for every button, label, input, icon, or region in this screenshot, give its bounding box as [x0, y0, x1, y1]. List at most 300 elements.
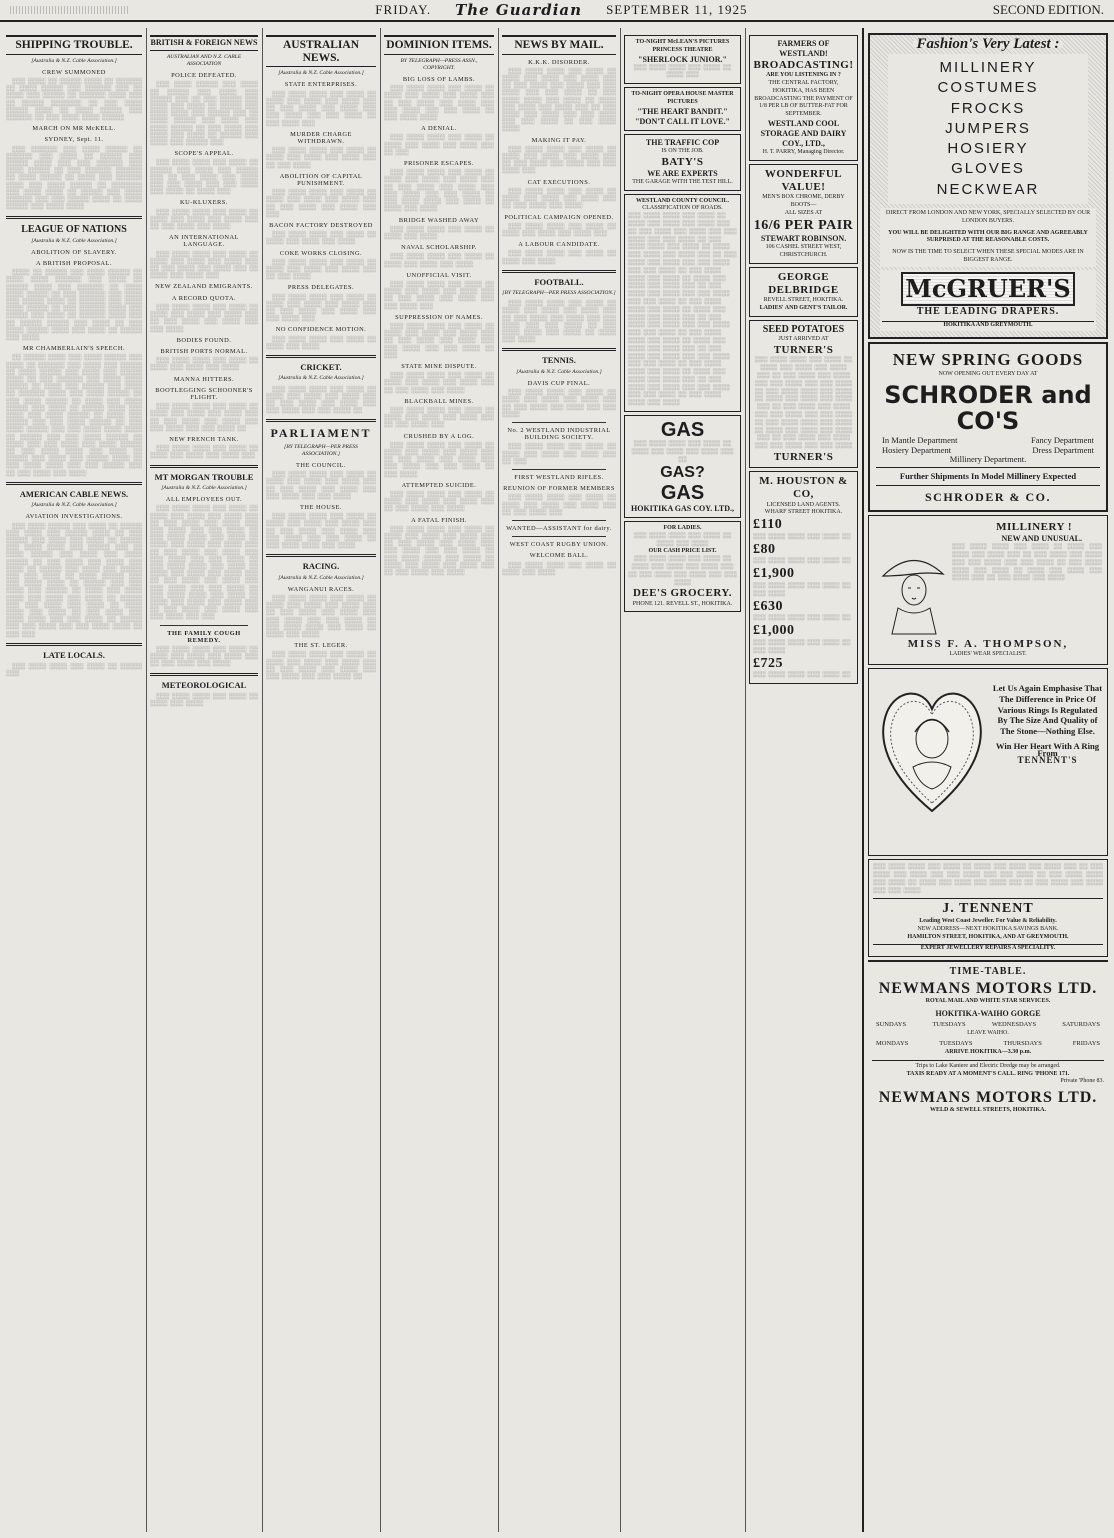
headline-american-cable-news: AMERICAN CABLE NEWS. — [19, 488, 129, 499]
subhead: AVIATION INVESTIGATIONS. — [25, 513, 123, 521]
article-body: ░░░ ░░░░░░ ░░░ ░░░░ ░░░░░ ░░ ░░░░░░ ░░░ ░░░░ ░░ ░░░░░ ░░░ ░░░░░ ░░░░ ░░░ ░░░ ░░░░░░ ░░░ ░░░░ ░░░░░ ░░ ░░░ ░░░░░░ ░░░░░░ ░░ ░░░░ ░░░░░ ░░ ░░░░ ░░░ ░░░░░░ ░░░░ ░░░ ░░░░ ░░░░░ ░░ ░░░░░░░ ░░░ ░░░░ ░░░░ ░░ ░░░░░ ░░░ ░░░░ ░░░░░░ ░░░ ░░░ ░░░░░ ░░░░ ░░ ░░░░ ░░░░░ ░░░ ░░░░ ░░░░ — [6, 145, 142, 211]
article-body: ░░░ ░░░░ ░░░░ ░░░ ░░░░ ░░ ░░░░ ░░░ ░░░░ ░░░ ░░░░ ░░░ ░░ ░░░ ░░░░ ░░░ ░░░░ ░░░ ░░░ ░░░░ ░░░ ░░░ ░░░░ ░░ — [150, 403, 258, 432]
ad-list-item: GLOVES — [951, 160, 1025, 178]
headline-meteorological: METEOROLOGICAL — [161, 679, 247, 690]
ad-title: SCHRODER & CO. — [924, 489, 1051, 504]
subhead: A RECORD QUOTA. — [171, 294, 237, 302]
ad-text: JUST ARRIVED AT — [778, 336, 829, 343]
divider — [160, 625, 248, 626]
article-body: ░░░ ░░░░ ░░░░ ░░░ ░░░░ ░░ ░░░░ ░░░ ░░░░ ░░░ ░░░░ ░░░ ░░ ░░░ ░░░░ ░░░ ░░░░ ░░░ ░░░ ░░░░ ░░░ ░░░ ░░░░ ░░ — [266, 651, 376, 680]
article-body: ░░░ ░░░░ ░░░░ ░░░ ░░░░ ░░ ░░░░ ░░░ ░░░░ ░░░ ░░░░ ░░░ ░░ ░░░ ░░░░ ░░░ ░░░░ ░░░ ░░░ ░░░░ ░░░ ░░░ ░░░░ ░░ ░░░ ░░░░ ░░░░ ░░░ ░░░░ ░░ ░░░░ ░░░ ░░░░ ░░░ ░░░░ ░░░ ░░ ░░░ ░░░░ ░░░ ░░░░ — [384, 525, 494, 577]
subhead: BODIES FOUND. — [176, 336, 232, 344]
subhead: MURDER CHARGE WITHDRAWN. — [290, 130, 352, 145]
ad-list-item: FROCKS — [950, 99, 1026, 117]
article-body: ░░░ ░░░░ ░░░░░ ░░░ ░░░░ ░░ ░░░░░ ░░░ ░░░░ ░░░ ░░░░░ ░░░░ ░░ ░░░ ░░░░░ ░░░ ░░░░ ░░░ ░░░░ ░░ ░░░░░ ░░░ ░░░░ ░░░░ ░░░ ░░░░░ ░░░ ░░ ░░░░ ░░░░░ ░░░ ░░░░ ░░░ ░░░░ ░░░░░ ░░ ░░░ ░░░░ ░░░ ░░░░ ░░░ ░░░░ ░░ ░░░░░ ░░░ ░░░░ ░░░ ░░░░░ ░░░ ░░░ ░░░░ ░░ ░░░░ ░░░░░ ░░░ ░░░ ░░░░ ░░░░ ░░ ░░░░░ ░░░ ░░░ ░░░░ ░░░ ░░░░░ ░░ ░░░░ ░░░ ░░░░ ░░░░ ░░░ ░░░░ ░░░ ░░░░ ░░ ░░░░░ ░░░ ░░░ ░░░░ ░░░ ░░░░ ░░ ░░░░ ░░░░ ░░░ ░░░░ ░░ ░░░ ░░░░ ░░░ ░░░░ ░░░░ ░░░ ░░░ ░░░░ ░░ ░░░░░ ░░░ ░░░ ░░░░ ░░░ ░░░ ░░░░ ░░░░ ░░ ░░░ ░░░ — [6, 522, 142, 638]
column-rule — [380, 28, 381, 1532]
subhead: THE HOUSE. — [300, 503, 342, 511]
subhead: A BRITISH PROPOSAL. — [35, 259, 113, 267]
ad-tennents-rings — [868, 668, 1108, 856]
headline-news-by-mail: NEWS BY MAIL. — [502, 35, 616, 55]
notice-heading: WESTLAND COUNTY COUNCIL. — [636, 197, 729, 204]
article-body: ░░░ ░░░░ ░░░░ ░░░ ░░░░ ░░ ░░░░ ░░░ ░░░░ ░░░ ░░░░ ░░░ ░░ ░░░ ░░░░ ░░░ ░░░░ ░░░ ░░░ ░░░░ ░░░ ░░░ ░░░░ ░░ ░░░ ░░░░ ░░░░ ░░░ ░░░░ ░░ ░░░░ ░░░ ░░░░ ░░░ ░░░░ ░░░ ░░ ░░░ ░░░░ ░░░ ░░░░ ░░░ ░░░ ░░░░ ░░░ ░░░ ░░░░ ░░ ░░░ ░░░░ ░░░░ — [502, 67, 616, 133]
article-body: ░░░ ░░░░ ░░░░ ░░░ ░░░░ ░░ ░░░░ ░░░ ░░░░ — [150, 692, 258, 708]
property-price: £1,000 — [753, 623, 795, 639]
notice-body: ░░░ ░░░░ ░░░░ ░░░ ░░░░ ░░ ░░░░ ░░░ ░░░░ ░░░ ░░░░ ░░░ ░░ ░░░ — [502, 443, 616, 465]
ad-text: THE CENTRAL FACTORY, HOKITIKA, HAS BEEN BROADCASTING THE PAYMENT OF 1/8 PER LB OF BUTTER-FAT FOR SEPTEMBER. — [754, 79, 853, 118]
divider — [6, 643, 142, 646]
article-body: ░░░ ░░░░ ░░ ░░░░░ ░░░░ ░░ ░░░░░░ ░░ ░░░░ ░░░░░ ░░░ ░░░░░░ ░░░ ░░ ░░░░ ░░░ ░░░░░ ░░ ░░░░░░ ░░░░ ░░░ ░░ ░░░░░ ░░░░░░░ ░░ ░░░ ░░░░ ░░░░░ ░░░░ ░░ ░░░░ ░░░░░ ░░░ ░░░░░░ ░░ ░░░ ░░░░ ░░░░ ░░░░░ — [6, 78, 142, 122]
ad-stewart-robinson — [749, 164, 858, 264]
ad-text: ░░░ ░░░░ ░░░░ ░░░ ░░░░ ░░ ░░░░ ░░░ ░░░░ ░░░ ░░░░ ░░░ ░░ ░░░ ░░░░ ░░░ ░░░░ ░░░ ░░░ ░░░░ ░░░ ░░░ ░░░░ ░░ ░░░ ░░░░ ░░░░ ░░░ ░░░░ ░░ ░░░░ ░░░ ░░░░ ░░░ ░░░░ ░░░ ░░ ░░░ ░░░░ ░░░ ░░░░ — [952, 544, 1102, 582]
article-body: ░░░ ░░░░ ░░░░ ░░░ ░░░░ ░░ ░░░░░ ░░░ — [6, 663, 142, 678]
ad-text: TAXIS READY AT A MOMENT'S CALL. RING 'PHONE 171. — [906, 1070, 1070, 1077]
byline: AUSTRALIAN AND N.Z. CABLE ASSOCIATION — [166, 53, 242, 67]
divider — [266, 355, 376, 358]
byline: [Australia & N.Z. Cable Association.] — [516, 368, 602, 375]
property-price: £110 — [753, 517, 783, 533]
dateline: SYDNEY, Sept. 11. — [44, 136, 104, 144]
subhead: BACON FACTORY DESTROYED — [269, 221, 373, 229]
department-label: Millinery Department. — [949, 453, 1027, 464]
subhead: NEW ZEALAND EMIGRANTS. — [155, 283, 253, 291]
subhead: AN INTERNATIONAL LANGUAGE. — [169, 234, 239, 249]
subhead: DAVIS CUP FINAL. — [527, 380, 591, 388]
ad-title: FARMERS OF WESTLAND! — [777, 39, 830, 58]
timetable-day: THURSDAYS — [1003, 1039, 1042, 1047]
subhead: BOOTLEGGING SCHOONER'S FLIGHT. — [155, 386, 253, 401]
divider — [266, 419, 376, 422]
article-body: ░░░ ░░░░ ░░░░ ░░░ ░░░░ ░░ ░░░░ ░░░ ░░░░ ░░░ ░░░░ ░░░ ░░ ░░░ ░░░░ ░░░ ░░░░ — [150, 645, 258, 668]
article-body: ░░░ ░░░░ ░░░░ ░░░ ░░░░ ░░ ░░░░ ░░░ ░░░░ ░░░ ░░░░ ░░░ ░░ ░░░ ░░░░ ░░░ ░░░░ ░░░ ░░░ ░░░░ ░░░ ░░░ ░░░░ ░░ ░░░ ░░░░ ░░░░ ░░░ ░░░░ ░░ ░░░░ ░░░ ░░░░ — [266, 594, 376, 638]
article-body: ░░░ ░░░░ ░░░░ ░░░ ░░░░ ░░ ░░░░░ ░░░ ░░░░ ░░░ ░░░░░ ░░░ ░░ ░░░ ░░░░ ░░░ ░░░░ ░░░ ░░░ ░░░░ ░░░ ░░░ ░░░░ ░░░ ░░░░ ░░ ░░░░ ░░░ — [150, 159, 258, 196]
property-desc: ░░░ ░░░░ ░░░░ ░░░ ░░░░ ░░ — [753, 672, 851, 679]
ad-title: "SHERLOCK JUNIOR." — [638, 54, 727, 64]
subhead: NEW FRENCH TANK. — [169, 435, 239, 443]
subhead: STATE MINE DISPUTE. — [401, 362, 477, 370]
article-body: ░░░ ░░░░ ░░░░ ░░░ ░░░░ ░░ ░░░░ ░░░ ░░░░ ░░░ ░░░░ ░░░ ░░ ░░░ ░░░░ ░░░ ░░░░ ░░░ ░░░ ░░░░ ░░░ — [266, 293, 376, 323]
ad-text: LEAVE WAIHO. — [967, 1030, 1009, 1037]
subhead: POLICE DEFEATED. — [171, 72, 237, 80]
article-body: ░░░ ░░░░ ░░░░ ░░░ ░░░░ ░░ ░░░░ ░░░ ░░░░ ░░░ ░░░░ ░░░ ░░ ░░░ ░░░░ ░░░ ░░░░ ░░░ ░░░ ░░░░ ░░░ ░░░ ░░░░ ░░ ░░░ ░░░░ ░░░░ ░░░ ░░░░ — [266, 513, 376, 549]
ad-text: HOKITIKA AND GREYMOUTH. — [882, 321, 1094, 330]
divider — [150, 673, 258, 676]
article-body: ░░░░ ░░ ░░░░░ ░░░ ░░░░ ░░░░░ ░░ ░░░░ ░░░░ ░░░░░░ ░░░ ░░░░ ░░ ░░░░░ ░░░░ ░░░ ░░░░░░ ░░ ░░░░ ░░░░ ░░░░░ ░░ ░░░ ░░░░░░ ░░░ ░░░░ ░░░ ░░░░░ ░░░░ ░░ ░░░░░░ ░░░ ░░░░ ░░░░ ░░░░░ ░░ ░░░ ░░░░░░ ░░░░ ░░░ ░░░░░ ░░░ ░░░░ ░░ ░░░░░░ ░░░░ ░░░ ░░ ░░░░░ ░░░░░ ░░░ ░░░░ ░░ ░░░ ░░░░ ░░░░░ ░░░░ ░░░ ░░░░ ░░ ░░░░░ ░░░ ░░░░ — [6, 269, 142, 341]
headline-australian-news: AUSTRALIAN NEWS. — [266, 35, 376, 67]
article-body: ░░░ ░░░░ ░░░░ ░░░ ░░░░ ░░ ░░░░ ░░░ ░░░░ ░░░ ░░░░ ░░░ ░░ ░░░ ░░░░ ░░░ ░░░░ ░░░ ░░░ ░░░░ ░░░ ░░░ ░░░░ ░░ ░░░ ░░░░ ░░░░ — [384, 85, 494, 122]
ad-text: ░░░ ░░░░ ░░░░ ░░░ ░░░░ ░░ ░░░░ ░░░ ░░░░ ░░░ ░░░░ ░░░ ░░ ░░░ ░░░░ ░░░ ░░░░ ░░░ ░░░ ░░░░ ░░░ ░░░ ░░░░ ░░ ░░░ ░░░░ ░░░░ ░░░ ░░░░ ░░ ░░░░ ░░░ ░░░░ ░░░ ░░░░ ░░░ ░░ ░░░ ░░░░ ░░░ ░░░░ ░░░ ░░░ ░░░░ — [873, 864, 1103, 894]
headline-tennis: TENNIS. — [542, 355, 576, 366]
ad-title: STEWART ROBINSON. — [760, 234, 847, 244]
ad-title: WONDERFUL VALUE! — [764, 167, 843, 193]
column-rule — [620, 28, 621, 1532]
article-body: ░░░ ░░░░ ░░░░ ░░░ ░░░░ ░░ ░░░░ ░░░ ░░░░ ░░░ ░░░░ ░░░ ░░ ░░░ ░░░░ ░░░ ░░░░ ░░░ ░░ ░░░░ ░░░ ░░░░ ░░░ — [150, 250, 258, 280]
article-body: ░░░ ░░░░ ░░░░ ░░░ ░░░░ ░░ ░░░░ ░░░ ░░░░ ░░░ ░░░░ ░░░ ░░ ░░░ ░░░░ ░░░ ░░░░ ░░░ ░░░ ░░░░ — [502, 389, 616, 418]
ad-text: ░░░ ░░░░ ░░░░ ░░░ ░░░░ ░░ ░░░░ ░░░ ░░░░ ░░░ ░░░░ ░░░ ░░ ░░░ ░░░░ ░░░ ░░░░ ░░░ ░░░ ░░░░ — [628, 556, 737, 586]
ad-text: ARE YOU LISTENING IN ? — [766, 72, 841, 79]
masthead-paper-name: The Guardian — [455, 1, 583, 19]
timetable-day: WEDNESDAYS — [991, 1020, 1037, 1028]
byline: BY TELEGRAPH—PRESS ASSN., COPYRIGHT. — [400, 57, 478, 71]
article-body: ░░░ ░░░░ ░░░░ ░░░ ░░░░ ░░ ░░░░ ░░░ ░░░░ ░░░ ░░░░ ░░░ ░░ ░░░ — [384, 134, 494, 156]
notice-heading: WELCOME BALL. — [529, 552, 589, 560]
byline: [Australia & N.Z. Cable Association.] — [31, 502, 117, 509]
article-body: ░░░ ░░░░ ░░░░ ░░░ ░░░░ ░░ ░░░░ ░░░ ░░░░ ░░░ ░░░░ ░░░ ░░ ░░░ ░░░░ ░░░ ░░░░ ░░░ ░░░ — [266, 189, 376, 218]
ad-list-item: JUMPERS — [945, 119, 1031, 137]
article-body: ░░░ ░░░░ ░░░░ ░░░ ░░░░ ░░ ░░░░ ░░░ ░░░░ ░░░ ░░░░ ░░░ — [150, 445, 258, 460]
article-body: ░░░ ░░░░ ░░░░ ░░░ ░░░░ ░░ ░░░░ ░░░ ░░░░ ░░░ ░░░░ — [150, 357, 258, 372]
column-ads-entertainment — [624, 32, 741, 1532]
article-body: ░░░ ░░░░ ░░░░░ ░░░ ░░░░ ░░ ░░░░░ ░░░ ░░░░ ░░░ ░░░░░ ░░░ ░░ ░░░ ░░░░░ ░░░ ░░░░ ░░░ ░░░░ ░░ ░░░░░ ░░░ ░░░░ ░░░░ ░░░ ░░░░░ ░░░ ░░ ░░░░ ░░░░░ ░░░ ░░░░ ░░░ ░░░░ ░░░░░ ░░ ░░░ ░░░░ ░░░ ░░░░ ░░░ ░░░░ ░░ ░░░░░ ░░░ ░░░░ ░░░ ░░░░░ ░░░ — [150, 81, 258, 147]
timetable-day: MONDAYS — [876, 1039, 909, 1047]
column-rule — [498, 28, 499, 1532]
headline-late-locals: LATE LOCALS. — [43, 649, 105, 660]
column-rule — [745, 28, 746, 1532]
column-display-ads — [868, 30, 1108, 1532]
ad-title: Further Shipments In Model Millinery Expected — [876, 467, 1100, 486]
article-body: ░░░ ░░░░ ░░░░ ░░░ ░░░░ ░░ ░░░░ ░░░ ░░░░ ░░░ ░░░░ ░░░ ░░ ░░░ ░░░░ ░░░ — [384, 406, 494, 429]
ad-schroder — [868, 342, 1108, 512]
ad-batys-garage — [624, 134, 741, 191]
notice-heading: REUNION OF FORMER MEMBERS — [503, 485, 615, 493]
ad-text: NEW ADDRESS—NEXT HOKITIKA SAVINGS BANK. — [917, 925, 1059, 932]
subhead: WANGANUI RACES. — [287, 585, 355, 593]
timetable-day: FRIDAYS — [1072, 1039, 1100, 1047]
ad-list-item: NECKWEAR — [936, 180, 1040, 198]
subhead: CREW SUMMONED — [42, 68, 106, 76]
divider — [512, 422, 606, 423]
ad-text: Trips to Lake Kaniere and Electric Dredge may be arranged. — [872, 1060, 1104, 1071]
notice-heading: FIRST WESTLAND RIFLES. — [514, 474, 604, 482]
ad-title: WESTLAND COOL STORAGE AND DAIRY COY., LTD., — [760, 118, 847, 148]
subhead: THE ST. LEGER. — [294, 642, 348, 650]
article-body: ░░░ ░░░░ ░░░░ ░░░ ░░░░ ░░ ░░░░ ░░░ ░░░░ ░░░ ░░░░ ░░░ ░░ ░░░ ░░░░ ░░░ ░░░░ — [384, 372, 494, 394]
article-body: ░░░ ░░░░ ░░░░ ░░░ ░░░░ ░░ ░░░░ ░░░ ░░░░ ░░░ ░░░░ ░░░ ░░ ░░░ ░░░░ ░░░ ░░░░ ░░░ ░░░ ░░░░ ░░░ ░░░ ░░░░ ░░ ░░░ ░░░░ ░░░░ ░░░ ░░░░ ░░ ░░░░ ░░░ ░░░░ ░░░ ░░░░ ░░░ ░░ ░░░ ░░░░ ░░░ ░░░░ ░░░ ░░░ ░░░░ ░░░ ░░░ ░░░░ ░░ ░░░ ░░░░ ░░░░ ░░░ ░░░░ ░░ ░░░░ ░░░ ░░░░ ░░░ ░░░░ ░░░ ░░ ░░░ ░░░░ ░░░ ░░░░ ░░░ ░░░ ░░░░ ░░░ ░░░ ░░░░ ░░ ░░░ ░░░░ ░░░░ ░░░ ░░░░ ░░ ░░░░ ░░░ ░░░░ ░░░ ░░░░ ░░░ ░░ ░░░ ░░░░ ░░░ ░░░░ ░░░ ░░░ ░░░░ ░░░ ░░░ — [150, 505, 258, 621]
subhead: THE FAMILY COUGH REMEDY. — [167, 629, 241, 644]
subhead: ATTEMPTED SUICIDE. — [401, 481, 477, 489]
notice-body: ░░░ ░░░░ ░░░░ ░░░ ░░░░ ░░ ░░░░ ░░░ ░░░░ — [502, 561, 616, 576]
masthead — [0, 0, 1114, 22]
timetable-day: TUESDAYS — [939, 1039, 973, 1047]
byline: [Australia & N.Z. Cable Association.] — [161, 484, 247, 491]
ad-title: SEED POTATOES — [762, 323, 845, 335]
ad-slogan: Let Us Again Emphasise That The Difference in Price Of Various Rings Is Regulated By The Size And Quality of The Stone—Nothing Else. — [992, 683, 1103, 737]
subhead: KU-KLUXERS. — [180, 199, 228, 207]
ad-title: SCHRODER and CO'S — [884, 380, 1092, 435]
ad-text: ░░░ ░░░░ ░░░░ ░░░ ░░░░ ░░ ░░░░ ░░░ ░░░░ — [633, 532, 732, 547]
store-logo: McGRUER'S — [901, 272, 1074, 306]
subhead: MANNA HITTERS. — [173, 375, 235, 383]
ad-text: HAMILTON STREET, HOKITIKA, AND AT GREYMOUTH. — [907, 933, 1069, 940]
property-price: £1,900 — [753, 566, 795, 582]
divider — [266, 554, 376, 557]
department-label: In Mantle Department — [882, 435, 958, 446]
ad-westland-dairy — [749, 35, 858, 161]
ad-text: MEN'S BOX CHROME, DERBY BOOTS— — [762, 194, 845, 208]
subhead: ABOLITION OF SLAVERY. — [31, 248, 117, 256]
headline-racing: RACING. — [302, 561, 340, 572]
column-news-by-mail — [502, 32, 616, 1532]
ad-text: NOW IS THE TIME TO SELECT WHEN THESE SPECIAL MODES ARE IN BIGGEST RANGE. — [880, 247, 1096, 267]
ad-text: WHARF STREET HOKITIKA. — [764, 509, 843, 516]
ad-text: ░░░ ░░░░ ░░░░ ░░░ ░░░░ ░░ ░░░░ ░░░ — [633, 64, 732, 79]
article-body: ░░░ ░░░░ ░░░░ ░░░ ░░░░ ░░ ░░░░ ░░░ ░░░░ ░░░ ░░░░ ░░░ ░░ ░░░ ░░░░ — [266, 258, 376, 281]
article-body: ░░░ ░░░░ ░░░░ ░░░ ░░░░ ░░ ░░░░ ░░░ ░░░░ ░░░ ░░░░ ░░░ ░░ ░░░ ░░░░ ░░░ ░░░░ ░░░ ░░░ ░░░░ ░░░ — [384, 280, 494, 310]
masthead-left-ornament — [10, 6, 130, 14]
timetable-days-row — [876, 1021, 1100, 1028]
ad-title: "THE HEART BANDIT." — [637, 106, 728, 116]
subhead: A FATAL FINISH. — [411, 516, 467, 524]
property-price: £725 — [753, 655, 783, 671]
property-desc: ░░░ ░░░░ ░░░░ ░░░ ░░░░ ░░ — [753, 558, 851, 565]
subhead: PRESS DELEGATES. — [287, 284, 355, 292]
byline: [Australia & N.Z. Cable Association.] — [278, 70, 364, 77]
department-label: Dress Department — [1032, 444, 1094, 455]
ad-title: TENNENT'S — [1017, 755, 1078, 766]
ad-text: ░░░ ░░░░ ░░░░ ░░░ ░░░░ ░░ ░░░░ ░░░ ░░░░ ░░░ ░░░░ ░░░ ░░ ░░░ ░░░░ ░░░ ░░░░ ░░░ ░░░ ░░░░ ░░░ ░░░ ░░░░ ░░ ░░░ ░░░░ ░░░░ ░░░ ░░░░ ░░ ░░░░ ░░░ ░░░░ ░░░ ░░░░ ░░░ ░░ ░░░ ░░░░ ░░░ ░░░░ ░░░ ░░░ ░░░░ ░░░ ░░░ ░░░░ ░░ ░░░ ░░░░ ░░░░ ░░░ ░░░░ ░░ ░░░░ ░░░ ░░░░ ░░░ ░░░░ ░░░ ░░ ░░░ ░░░░ ░░░ ░░░░ ░░░ ░░░ ░░░░ ░░░ ░░░ ░░░░ — [754, 357, 853, 450]
byline: [Australia & N.Z. Cable Association.] — [31, 57, 117, 64]
subhead: BRIDGE WASHED AWAY — [398, 216, 480, 224]
subhead: NAVAL SCHOLARSHIP. — [401, 244, 477, 252]
ad-list-item: COSTUMES — [937, 79, 1039, 97]
byline: [Australia & N.Z. Cable Association.] — [31, 237, 117, 244]
divider — [6, 482, 142, 485]
article-body: ░░░ ░░░░ ░░░░ ░░░ ░░░░ ░░ ░░░░ ░░░ ░░░░ ░░░ ░░░░ ░░░ ░░ ░░░ ░░░░ ░░░ ░░░░ ░░░ ░░░ ░░░░ ░░░ ░░░ ░░░░ ░░ ░░░ ░░░░ — [384, 441, 494, 478]
article-body: ░░░ ░░░░ ░░░░ ░░░ ░░░░ ░░ ░░░░ ░░░ ░░░░ ░░░ ░░░░ ░░░ ░░ ░░░ ░░░░ ░░░ ░░░░ ░░░ ░░░ ░░░░ ░░░ ░░░ ░░░░ ░░ ░░░ — [384, 322, 494, 359]
ad-title: HOKITIKA-WAIHO GORGE — [935, 1008, 1041, 1018]
article-body: ░░░ ░░░░ ░░░░ ░░░ ░░░░ ░░ ░░░░ ░░░ ░░░░ ░░░ ░░░░ ░░░ — [502, 222, 616, 237]
article-body: ░░░ ░░░░ ░░░░ ░░░ ░░░░ ░░ ░░░░ ░░░ ░░░░ ░░░ ░░░░ — [384, 253, 494, 268]
subhead: ALL EMPLOYEES OUT. — [165, 496, 243, 504]
ad-text: LICENSED LAND AGENTS. — [766, 501, 841, 508]
timetable-days-row — [876, 1040, 1100, 1047]
subhead: CAT EXECUTIONS. — [527, 178, 591, 186]
ad-text: YOU WILL BE DELIGHTED WITH OUR BIG RANGE AND AGREEABLY SURPRISED AT THE REASONABLE COSTS. — [880, 228, 1096, 248]
divider — [512, 536, 606, 537]
ad-title: TIME-TABLE. — [949, 966, 1027, 978]
headline-league-of-nations: LEAGUE OF NATIONS — [21, 223, 127, 235]
ad-title: THE TRAFFIC COP — [645, 137, 720, 147]
notice-body: ░░░ ░░░░ ░░░░ ░░░ ░░░░ ░░ ░░░░ ░░░ ░░░░ ░░░ ░░░░ ░░░ ░░ ░░░ ░░░░ ░░░ ░░░░ ░░░ ░░░ ░░░░ ░░░ ░░░ ░░░░ ░░ ░░░ ░░░░ ░░░░ ░░░ ░░░░ ░░ ░░░░ ░░░ ░░░░ ░░░ ░░░░ ░░░ ░░ ░░░ ░░░░ ░░░ ░░░░ ░░░ ░░░ ░░░░ ░░░ ░░░ ░░░░ ░░ ░░░ ░░░░ ░░░░ ░░░ ░░░░ ░░ ░░░░ ░░░ ░░░░ ░░░ ░░░░ ░░░ ░░ ░░░ ░░░░ ░░░ ░░░░ ░░░ ░░░ ░░░░ ░░░ ░░░ ░░░░ ░░ ░░░ ░░░░ ░░░░ ░░░ ░░░░ ░░ ░░░░ ░░░ ░░░░ ░░░ ░░░░ ░░░ ░░ ░░░ ░░░░ ░░░ ░░░░ ░░░ ░░░ ░░░░ ░░░ ░░░ ░░░░ ░░ ░░░ ░░░░ ░░░░ ░░░ ░░░░ ░░ ░░░░ ░░░ ░░░░ ░░░ ░░░░ ░░░ ░░ ░░░ ░░░░ ░░░ ░░░░ ░░░ ░░░ ░░░░ ░░░ ░░░ ░░░░ ░░ ░░░ ░░░░ ░░░░ ░░░ ░░░░ ░░ ░░░░ ░░░ ░░░░ ░░░ ░░░░ ░░░ ░░ ░░░ ░░░░ ░░░ ░░░░ ░░░ ░░░ ░░░░ ░░░ ░░░ ░░░░ ░░ ░░░ ░░░░ ░░░░ ░░░ ░░░░ — [628, 213, 737, 407]
ad-text: EXPERT JEWELLERY REPAIRS A SPECIALITY. — [873, 944, 1103, 953]
ad-item-list — [888, 54, 1088, 204]
property-desc: ░░░ ░░░░ ░░░░ ░░░ ░░░░ ░░ — [753, 533, 851, 540]
ad-text: ARRIVE HOKITIKA—3.30 p.m. — [944, 1049, 1032, 1056]
subhead: SUPPRESSION OF NAMES. — [395, 313, 483, 321]
ad-text: LADIES' WEAR SPECIALIST. — [949, 651, 1027, 658]
ad-title: THE LEADING DRAPERS. — [916, 306, 1060, 318]
subhead: UNOFFICIAL VISIT. — [406, 271, 472, 279]
subhead: MR CHAMBERLAIN'S SPEECH. — [22, 345, 126, 353]
divider — [6, 216, 142, 219]
byline: [Australia & N.Z. Cable Association.] — [278, 375, 364, 382]
ad-houston-land-agents — [749, 471, 858, 684]
subhead: SCOPE'S APPEAL. — [174, 150, 234, 158]
ad-title: GAS — [660, 419, 705, 442]
property-desc: ░░░ ░░░░ ░░░░ ░░░ ░░░░ ░░ ░░░ ░░░░ — [753, 583, 851, 597]
ad-text: TO-NIGHT OPERA HOUSE MASTER PICTURES — [631, 91, 734, 105]
timetable-day: SUNDAYS — [876, 1020, 907, 1028]
headline-football: FOOTBALL. — [534, 276, 584, 287]
ad-opera-house — [624, 87, 741, 131]
article-body: ░░░ ░░░░ ░░░░ ░░░ ░░░░ ░░ ░░░░ ░░░ ░░░░ ░░░ ░░░░ ░░░ ░░ ░░░ ░░░░ ░░░ ░░░░ ░░░ ░░░ ░░░░ ░░░ ░░░ ░░░░ ░░ — [266, 385, 376, 415]
ad-title: TURNER'S — [773, 450, 834, 463]
ad-newmans-motors — [868, 960, 1108, 1119]
ad-title: NEWMANS MOTORS LTD. — [878, 979, 1098, 997]
byline: [BY TELEGRAPH—PER PRESS ASSOCIATION.] — [284, 443, 358, 457]
ad-text: WELD & SEWELL STREETS, HOKITIKA. — [929, 1107, 1047, 1114]
ad-mcgruers — [868, 33, 1108, 339]
ad-list-item: HOSIERY — [947, 140, 1029, 158]
ad-text: ░░░ ░░░░ ░░░░ ░░░ ░░░░ ░░ ░░░░ ░░░ ░░░░ ░░░ ░░░░ ░░░ ░░ — [631, 441, 734, 463]
subhead: THE COUNCIL. — [295, 461, 347, 469]
property-desc: ░░░ ░░░░ ░░░░ ░░░ ░░░░ ░░ — [753, 615, 851, 622]
timetable-day: SATURDAYS — [1062, 1020, 1100, 1028]
ad-title: GEORGE DELBRIDGE — [768, 270, 839, 297]
ad-title: WE ARE EXPERTS — [647, 168, 718, 178]
subhead: NO CONFIDENCE MOTION. — [275, 326, 367, 334]
ad-text: H. T. PARRY, Managing Director. — [762, 148, 845, 155]
column-ads-local — [749, 32, 858, 1532]
byline: [Australia & N.Z. Cable Association.] — [278, 574, 364, 581]
headline-cricket: CRICKET. — [300, 361, 342, 372]
ad-title: M. HOUSTON & CO, — [759, 475, 848, 501]
department-label: Fancy Department — [1030, 435, 1094, 446]
heart-illustration — [875, 677, 990, 817]
article-body: ░░░ ░░░░ ░░░░ ░░░ ░░░░ ░░ ░░░░ ░░░ ░░░░ ░░░ ░░░░ ░░░ ░░ ░░░ ░░░░ ░░░ ░░░░ ░░░ ░░░ ░░░░ ░░░ ░░░ ░░░░ ░░ ░░░ ░░░░ ░░░ — [266, 90, 376, 127]
subhead: COKE WORKS CLOSING. — [279, 249, 363, 257]
article-body: ░░░ ░░░░ ░░░░ ░░░ ░░░░ ░░ ░░░░ ░░░ ░░░░ — [266, 335, 376, 350]
column-rule — [262, 28, 263, 1532]
ad-title: HOKITIKA GAS COY. LTD., — [631, 504, 734, 514]
lady-in-hat-illustration — [878, 546, 948, 636]
subhead: BIG LOSS OF LAMBS. — [402, 76, 476, 84]
column-rule — [862, 28, 864, 1532]
ad-text: ROYAL MAIL AND WHITE STAR SERVICES. — [925, 998, 1051, 1005]
byline: [BY TELEGRAPH—PER PRESS ASSOCIATION.] — [502, 290, 616, 297]
subhead: A LABOUR CANDIDATE. — [518, 241, 600, 249]
ad-miss-thompson-millinery — [868, 515, 1108, 665]
divider — [502, 348, 616, 351]
article-body: ░░░ ░░░░ ░░░░ ░░░ ░░░░ ░░ ░░░░ ░░░ ░░░░ ░░░ ░░░░ ░░░ ░░ ░░░ ░░░░ ░░░ ░░░░ — [150, 208, 258, 231]
department-label: Hosiery Department — [882, 444, 952, 455]
notice-body: ░░░ ░░░░ ░░░░ ░░░ ░░░░ ░░ ░░░░ ░░░ ░░░░ ░░░ ░░░░ ░░░ ░░ ░░░ ░░░░ ░░░ — [502, 494, 616, 516]
article-body: ░░░ ░░░░ ░░░░ ░░░ ░░░░ ░░ ░░░░ ░░░ ░░░░ ░░░ ░░░░ ░░░ ░░ ░░░ ░░░░ ░░░ ░░░░ ░░░ ░░░ ░░░░ ░░░ — [502, 145, 616, 175]
ad-princess-theatre — [624, 35, 741, 84]
ad-title: TURNER'S — [773, 344, 834, 357]
ad-text: DIRECT FROM LONDON AND NEW YORK, SPECIALLY SELECTED BY OUR LONDON BUYERS. — [880, 208, 1096, 228]
subhead: MARCH ON MR McKELL. — [32, 125, 116, 133]
ad-text: OUR CASH PRICE LIST. — [648, 548, 717, 555]
divider — [512, 520, 606, 521]
property-price: £80 — [753, 541, 776, 557]
ad-title: MISS F. A. THOMPSON, — [907, 638, 1069, 651]
ad-title: BROADCASTING! — [753, 59, 854, 71]
ad-text: REVELL STREET, HOKITIKA. — [763, 297, 844, 304]
headline-british-foreign: BRITISH & FOREIGN NEWS — [150, 35, 258, 51]
ad-title: BATY'S — [661, 155, 704, 168]
notice-heading: WANTED—ASSISTANT for dairy. — [506, 525, 612, 533]
ad-text: IS ON THE JOB. — [661, 147, 704, 154]
ad-title: NEW SPRING GOODS — [892, 350, 1084, 370]
column-australian-news — [266, 32, 376, 1532]
ad-text: Leading West Coast Jeweller. For Value & Reliability. — [919, 918, 1057, 925]
ad-text: PHONE 121. REVELL ST., HOKITIKA. — [632, 600, 733, 607]
article-body: ░░░ ░░░░ ░░░░ ░░░ ░░░░ ░░ ░░░░ ░░░ ░░░░ ░░░ ░░░░ — [266, 231, 376, 246]
article-body: ░░░ ░░░░ ░░░░ ░░░ ░░░░ ░░ ░░░░ ░░░ ░░░░ ░░░ ░░░░ ░░░ ░░ ░░░ ░░░░ ░░░ ░░░░ ░░░ ░░░ ░░░░ ░░░ ░░░ ░░░░ — [266, 471, 376, 500]
column-dominion-items — [384, 32, 494, 1532]
divider — [512, 469, 606, 470]
masthead-date: SEPTEMBER 11, 1925 — [606, 2, 748, 17]
article-body: ░░░ ░░░░ ░░░░ ░░░ ░░░░ ░░ ░░░░ ░░░ ░░░░ ░░░ ░░░░ ░░░ ░░ ░░░ ░░░░ ░░░ ░░░░ — [502, 187, 616, 210]
column-british-foreign-news — [150, 32, 258, 1532]
article-body: ░░░ ░░░░ ░░░░ ░░░ ░░░░ ░░ ░░░░ ░░░ ░░░░ ░░░ ░░░░ ░░░ ░░ ░░░ ░░░░ ░░░ ░░░░ ░░░ ░░░ ░░░░ ░░░ ░░░ ░░░░ ░░ ░░░ ░░░░ ░░░░ ░░░ ░░░░ ░░ ░░░░ ░░░ ░░░░ — [384, 169, 494, 213]
ad-text: Private 'Phone 83. — [1060, 1078, 1104, 1085]
ad-dees-grocery — [624, 521, 741, 612]
article-body: ░░░ ░░░░ ░░░░ ░░░ ░░░░ ░░ ░░░░ ░░░ ░░░░ ░░░ ░░░░ ░░░ ░░ ░░░ ░░░░ ░░░ ░░░░ ░░░ ░░░ ░░░░ — [150, 303, 258, 333]
masthead-edition: SECOND EDITION. — [992, 2, 1104, 17]
headline-parliament: PARLIAMENT — [270, 426, 372, 441]
ad-title: NEWMANS MOTORS LTD. — [878, 1089, 1098, 1107]
divider — [502, 270, 616, 273]
ad-text: LADIES' AND GENT'S TAILOR. — [759, 305, 848, 312]
divider — [150, 465, 258, 468]
column-rule — [146, 28, 147, 1532]
subhead: BLACKBALL MINES. — [404, 397, 474, 405]
notice-county-council — [624, 194, 741, 413]
ad-title: GAS? — [660, 464, 705, 482]
ad-j-tennent-jeweller — [868, 859, 1108, 957]
subhead: BRITISH PORTS NORMAL. — [160, 347, 248, 355]
ad-text: THE GARAGE WITH THE TEST HILL. — [632, 178, 733, 185]
subhead: ABOLITION OF CAPITAL PUNISHMENT. — [279, 172, 363, 187]
article-body: ░░░ ░░░░ ░░░░ ░░░ ░░░░ ░░ ░░░░ ░░░ ░░░░ — [384, 225, 494, 240]
property-desc: ░░░ ░░░░ ░░░░ ░░░ ░░░░ ░░ ░░░ ░░░░ — [753, 640, 851, 654]
ad-title: GAS — [660, 482, 705, 505]
ad-text: NOW OPENING OUT EVERY DAY AT — [938, 370, 1038, 377]
ad-slogan: Win Her Heart With A Ring From — [995, 740, 1100, 759]
headline-mt-morgan-trouble: MT MORGAN TROUBLE — [154, 471, 254, 482]
ad-title: DEE'S GROCERY. — [632, 587, 733, 600]
subhead: PRISONER ESCAPES. — [404, 160, 474, 168]
notice-heading: CLASSIFICATION OF ROADS. — [642, 205, 723, 212]
article-body: ░░░ ░░░░ ░░░░ ░░░ ░░░░ ░░ ░░░░ ░░░ ░░░░ ░░░ ░░░░ ░░░ ░░ ░░░ ░░░░ — [266, 147, 376, 169]
ad-title: "DON'T CALL IT LOVE." — [635, 116, 730, 126]
notice-heading: WEST COAST RUGBY UNION. — [509, 541, 609, 549]
ad-gas-company — [624, 415, 741, 518]
column-shipping-league — [6, 32, 142, 1532]
subhead: POLITICAL CAMPAIGN OPENED. — [504, 213, 614, 221]
subhead: CRUSHED BY A LOG. — [403, 432, 475, 440]
article-body: ░░░ ░░░░ ░░░░ ░░░ ░░░░ ░░ ░░░░ ░░░ ░░░░ — [502, 250, 616, 265]
ad-george-delbridge — [749, 267, 858, 317]
ad-title: NEW AND UNUSUAL. — [1001, 534, 1082, 544]
ad-title: MILLINERY ! — [996, 521, 1072, 534]
ad-title: J. TENNENT — [873, 898, 1103, 918]
ad-text: ALL SIZES AT — [784, 209, 823, 216]
ad-list-item: MILLINERY — [939, 59, 1037, 77]
headline-shipping-trouble: SHIPPING TROUBLE. — [6, 35, 142, 55]
ad-text: FOR LADIES. — [663, 525, 702, 532]
article-body: ░░ ░░░░░ ░░░░ ░░░ ░░░░ ░░░░░ ░░░ ░░░░ ░░ ░░░░░░ ░░░ ░░░░ ░░░ ░░░░░ ░░ ░░░░ ░░░░░ ░░░ ░░░░ ░░░ ░░░░░ ░░░░ ░░ ░░░ ░░░░░░ ░░░ ░░░░ ░░░░ ░░░░░ ░░ ░░░░ ░░░ ░░░░░ ░░░ ░░░░ ░░ ░░░░░░ ░░░░ ░░░ ░░░░ ░░░░░ ░░ ░░░ ░░░░ ░░░░░ ░░ ░░░░ ░░░ ░░░░ ░░░░░ ░░░ ░░░░ ░░ ░░░░░ ░░░░ ░░░ ░░░░ ░░░ ░░░░ ░░░░░ ░░ ░░░░ ░░░ ░░░░░ ░░░ ░░░ ░░░░ ░░░░░ ░░ ░░░ ░░░░ ░░░░░ ░░░ ░░░ ░░░░ ░░░░ ░░░░ ░░ ░░░░░ ░░░ ░░░ ░░░░ ░░░░░ ░░ ░░░░ ░░░ ░░░ ░░░░ ░░░ ░░░░ ░░░░░ ░░ ░░░ ░░░░ ░░░░ ░░░ ░░░░ ░░ ░░░░░ ░░░ ░░░░ ░░░ ░░░░░ ░░░░ ░░ ░░░ ░░░░ ░░░░ ░░░ ░░░ ░░░░░ ░░░ ░░ ░░░ ░░░░ ░░░ ░░░░ — [6, 354, 142, 477]
article-body: ░░░ ░░░░ ░░░░ ░░░ ░░░░ ░░ ░░░░ ░░░ ░░░░ ░░░ ░░░░ ░░░ ░░ ░░░ ░░░░ ░░░ ░░░░ ░░░ ░░░ ░░░░ ░░░ ░░░ ░░░░ ░░ ░░░ ░░░░ ░░░░ ░░░ ░░░░ ░░ ░░░░ ░░░ ░░░░ — [502, 300, 616, 344]
headline-dominion-items: DOMINION ITEMS. — [384, 35, 494, 55]
subhead: MAKING IT PAY. — [531, 136, 587, 144]
masthead-day: FRIDAY. — [375, 2, 432, 17]
ad-title: 16/6 PER PAIR — [753, 217, 854, 233]
timetable-day: TUESDAYS — [932, 1020, 966, 1028]
subhead: STATE ENTERPRISES. — [284, 81, 358, 89]
property-price: £630 — [753, 598, 783, 614]
